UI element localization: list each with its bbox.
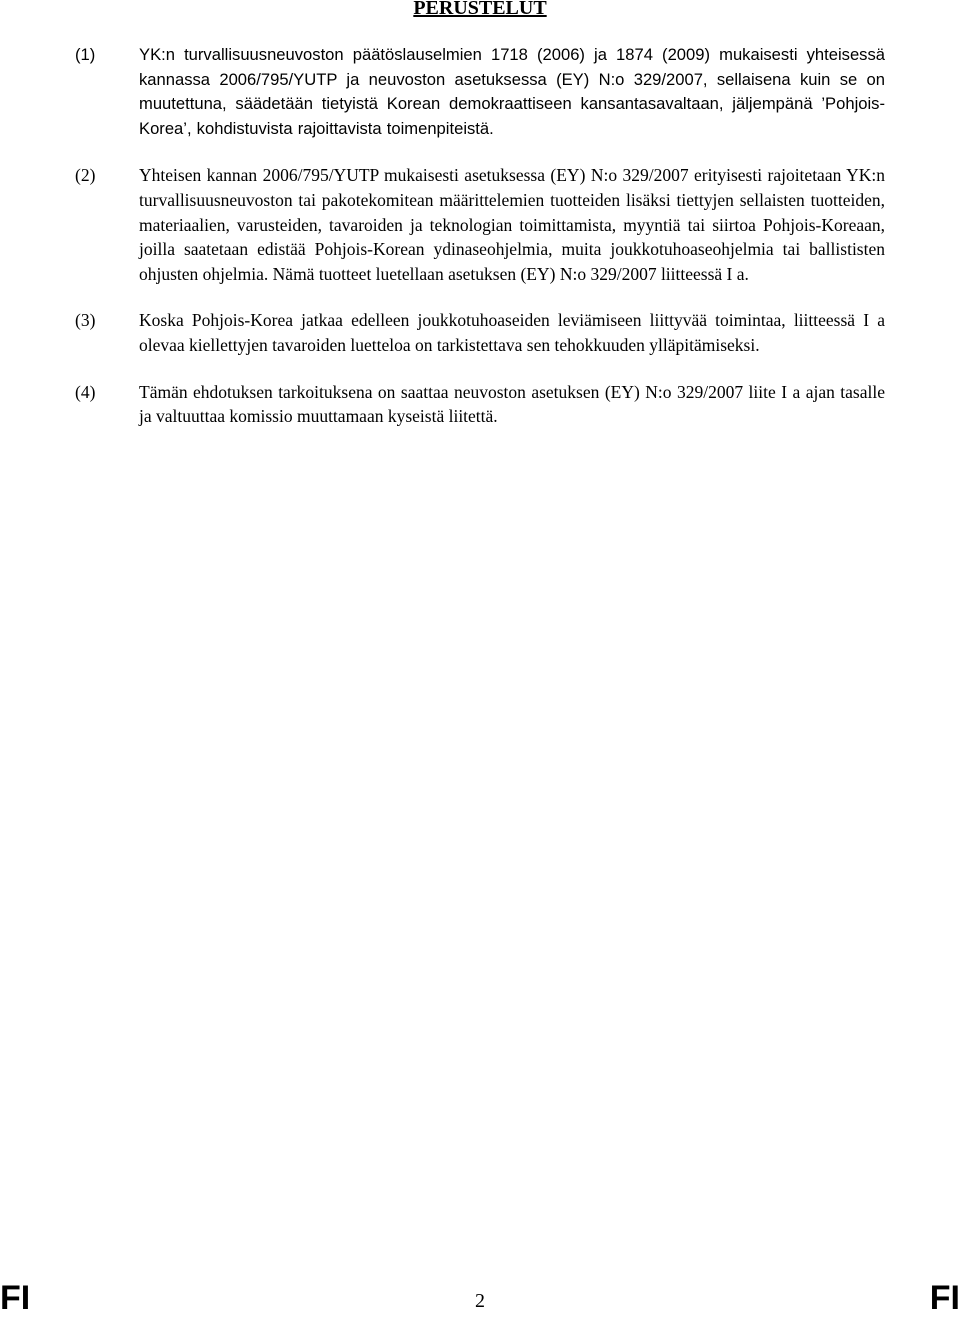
recital-2 [0, 163, 960, 286]
recital-text: Koska Pohjois-Korea jatkaa edelleen joukkotuhoaseiden leviämiseen liittyvää toimintaa, liitteessä I a olevaa kiellettyjen tavaroiden luetteloa on tarkistettava sen tehokkuuden ylläpitämiseksi. [139, 310, 885, 355]
recital-text: Tämän ehdotuksen tarkoituksena on saattaa neuvoston asetuksen (EY) N:o 329/2007 liite I a ajan tasalle ja valtuuttaa komissio muuttamaan kyseistä liitettä. [139, 381, 885, 427]
recital-text: Yhteisen kannan 2006/795/YUTP mukaisesti asetuksessa (EY) N:o 329/2007 erityisesti rajoitetaan YK:n turvallisuusneuvoston tai pakotekomitean määrittelemien tuotteiden lisäksi tiettyjen sellaisten tuotteiden, materiaalien, varusteiden, tavaroiden ja teknologian toimittamista, myyntiä tai siirtoa Pohjois-Koreaan, joilla saatetaan edistää Pohjois-Korean ydinaseohjelmia, muita joukkotuhoaseohjelmia tai ballististen ohjusten ohjelmia. Nämä tuotteet luetellaan asetuksen (EY) N:o 329/2007 liitteessä I a. [139, 165, 885, 284]
recital-number: (3) [75, 310, 96, 331]
recitals-list [0, 43, 960, 451]
recital-4 [0, 380, 960, 429]
recital-text: YK:n turvallisuusneuvoston päätöslauselmien 1718 (2006) ja 1874 (2009) mukaisesti yhteisessä kannassa 2006/795/YUTP ja neuvoston asetuksessa (EY) N:o 329/2007, sellaisena kuin se on muutettuna, säädetään tietyistä Korean demokraattiseen kansantasavaltaan, jäljempänä ’Pohjois-Korea’, kohdistuvista rajoittavista toimenpiteistä. [139, 45, 885, 138]
page-title: PERUSTELUT [413, 0, 547, 19]
recital-number: (1) [75, 45, 96, 64]
recital-number: (2) [75, 165, 96, 186]
recital-1 [0, 43, 960, 141]
recital-number: (4) [75, 381, 96, 402]
footer-language-left: FI [0, 1279, 31, 1317]
page-number: 2 [475, 1290, 485, 1312]
footer-language-right: FI [929, 1279, 960, 1317]
recital-3 [0, 308, 960, 357]
